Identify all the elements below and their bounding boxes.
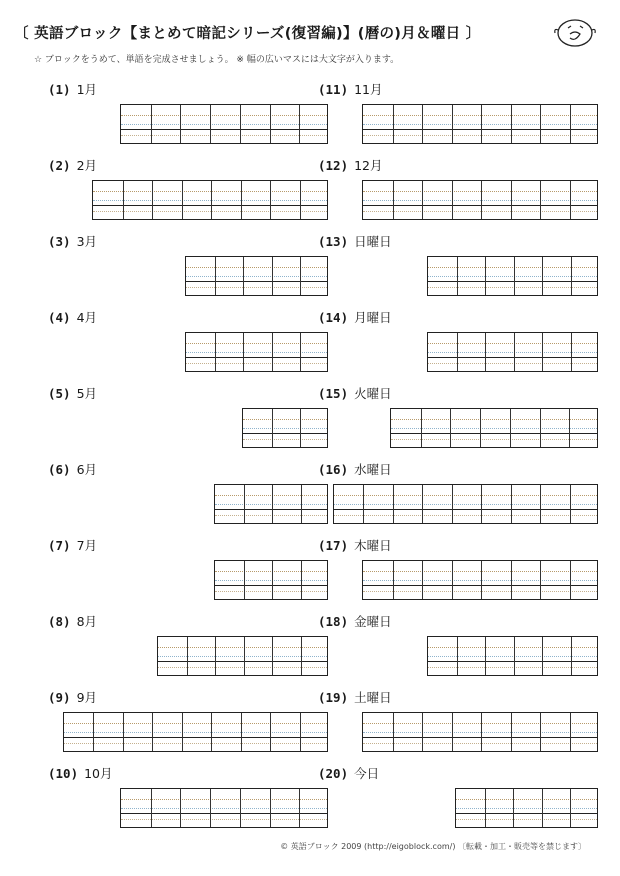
guide-line bbox=[121, 115, 327, 116]
guide-line bbox=[158, 647, 327, 648]
block-divider bbox=[570, 485, 571, 523]
block-divider bbox=[243, 257, 244, 295]
exercise-word: 金曜日 bbox=[354, 614, 392, 629]
guide-line bbox=[243, 428, 327, 429]
block-divider bbox=[570, 789, 571, 827]
guide-line bbox=[93, 211, 327, 212]
block-divider bbox=[480, 409, 481, 447]
instruction-text: ☆ ブロックをうめて、単語を完成させましょう。 ※ 幅の広いマスには大文字が入ります。 bbox=[34, 55, 400, 65]
exercise-number: (7) bbox=[48, 538, 71, 553]
block-divider bbox=[393, 181, 394, 219]
exercise-label bbox=[48, 384, 97, 402]
guide-line bbox=[428, 352, 597, 353]
worksheet-header bbox=[14, 22, 534, 46]
guide-line bbox=[93, 191, 327, 192]
guide-line bbox=[334, 515, 597, 516]
block-divider bbox=[481, 181, 482, 219]
guide-line bbox=[121, 135, 327, 136]
guide-line bbox=[428, 287, 597, 288]
exercise-item bbox=[318, 536, 598, 602]
block-divider bbox=[485, 789, 486, 827]
exercise-number: (4) bbox=[48, 310, 71, 325]
mascot-icon bbox=[553, 16, 597, 50]
guide-line bbox=[215, 591, 327, 592]
guide-line bbox=[363, 135, 597, 136]
block-divider bbox=[481, 561, 482, 599]
exercise-item bbox=[48, 80, 328, 146]
exercise-word: 土曜日 bbox=[354, 690, 392, 705]
block-divider bbox=[393, 713, 394, 751]
guide-line bbox=[428, 363, 597, 364]
block-divider bbox=[422, 485, 423, 523]
block-divider bbox=[514, 333, 515, 371]
answer-blocks[interactable] bbox=[362, 104, 598, 144]
exercise-item bbox=[48, 536, 328, 602]
guide-line bbox=[456, 808, 597, 809]
exercise-label bbox=[318, 764, 379, 782]
block-divider bbox=[542, 637, 543, 675]
block-divider bbox=[270, 789, 271, 827]
exercise-item bbox=[318, 384, 598, 450]
guide-line bbox=[121, 819, 327, 820]
guide-line bbox=[186, 343, 327, 344]
block-divider bbox=[570, 561, 571, 599]
guide-line bbox=[121, 799, 327, 800]
answer-blocks[interactable] bbox=[242, 408, 328, 448]
exercise-label bbox=[48, 308, 97, 326]
block-divider bbox=[542, 333, 543, 371]
block-divider bbox=[240, 789, 241, 827]
block-divider bbox=[240, 105, 241, 143]
exercise-number: (1) bbox=[48, 82, 71, 97]
exercise-word: 1月 bbox=[76, 82, 98, 97]
guide-line bbox=[363, 191, 597, 192]
guide-line bbox=[64, 732, 327, 733]
exercise-number: (9) bbox=[48, 690, 71, 705]
guide-line bbox=[334, 495, 597, 496]
exercise-label bbox=[318, 688, 392, 706]
guide-line bbox=[363, 571, 597, 572]
exercise-number: (10) bbox=[48, 766, 79, 781]
block-divider bbox=[513, 789, 514, 827]
block-divider bbox=[393, 105, 394, 143]
block-divider bbox=[452, 181, 453, 219]
block-divider bbox=[422, 713, 423, 751]
block-divider bbox=[215, 257, 216, 295]
exercise-label bbox=[318, 156, 383, 174]
guide-line bbox=[215, 580, 327, 581]
guide-line bbox=[363, 129, 597, 130]
answer-blocks[interactable] bbox=[362, 180, 598, 220]
block-divider bbox=[393, 485, 394, 523]
answer-blocks[interactable] bbox=[185, 256, 328, 296]
block-divider bbox=[299, 789, 300, 827]
block-divider bbox=[393, 561, 394, 599]
exercise-number: (18) bbox=[318, 614, 349, 629]
guide-line bbox=[215, 495, 327, 496]
block-divider bbox=[511, 105, 512, 143]
guide-line bbox=[428, 276, 597, 277]
guide-line bbox=[334, 504, 597, 505]
exercise-word: 2月 bbox=[76, 158, 98, 173]
block-divider bbox=[182, 181, 183, 219]
exercise-label bbox=[318, 80, 383, 98]
guide-line bbox=[456, 799, 597, 800]
block-divider bbox=[152, 181, 153, 219]
block-divider bbox=[215, 333, 216, 371]
block-divider bbox=[152, 713, 153, 751]
block-divider bbox=[571, 257, 572, 295]
answer-blocks[interactable] bbox=[455, 788, 598, 828]
block-divider bbox=[301, 561, 302, 599]
answer-blocks[interactable] bbox=[157, 636, 328, 676]
guide-line bbox=[391, 439, 597, 440]
guide-line bbox=[363, 200, 597, 201]
exercise-word: 3月 bbox=[76, 234, 98, 249]
exercise-label bbox=[48, 156, 97, 174]
block-divider bbox=[272, 333, 273, 371]
block-divider bbox=[422, 105, 423, 143]
guide-line bbox=[215, 515, 327, 516]
guide-line bbox=[93, 200, 327, 201]
answer-blocks[interactable] bbox=[427, 636, 598, 676]
exercise-label bbox=[318, 612, 392, 630]
block-divider bbox=[485, 257, 486, 295]
answer-blocks[interactable] bbox=[390, 408, 598, 448]
block-divider bbox=[244, 561, 245, 599]
block-divider bbox=[450, 409, 451, 447]
block-divider bbox=[540, 409, 541, 447]
block-divider bbox=[571, 333, 572, 371]
exercise-number: (2) bbox=[48, 158, 71, 173]
exercise-label bbox=[48, 612, 97, 630]
guide-line bbox=[363, 743, 597, 744]
exercise-number: (8) bbox=[48, 614, 71, 629]
exercise-item bbox=[48, 232, 328, 298]
guide-line bbox=[363, 591, 597, 592]
exercise-word: 5月 bbox=[76, 386, 98, 401]
guide-line bbox=[215, 571, 327, 572]
guide-line bbox=[186, 287, 327, 288]
block-divider bbox=[421, 409, 422, 447]
guide-line bbox=[64, 723, 327, 724]
block-divider bbox=[422, 181, 423, 219]
block-divider bbox=[272, 561, 273, 599]
block-divider bbox=[511, 181, 512, 219]
guide-line bbox=[186, 357, 327, 358]
exercise-number: (20) bbox=[318, 766, 349, 781]
block-divider bbox=[244, 485, 245, 523]
exercise-item bbox=[48, 612, 328, 678]
block-divider bbox=[299, 105, 300, 143]
exercise-number: (3) bbox=[48, 234, 71, 249]
block-divider bbox=[481, 105, 482, 143]
block-divider bbox=[151, 789, 152, 827]
guide-line bbox=[363, 737, 597, 738]
guide-line bbox=[391, 428, 597, 429]
block-divider bbox=[511, 485, 512, 523]
exercise-number: (15) bbox=[318, 386, 349, 401]
exercise-word: 12月 bbox=[354, 158, 383, 173]
exercise-item bbox=[48, 384, 328, 450]
block-divider bbox=[180, 105, 181, 143]
exercise-word: 火曜日 bbox=[354, 386, 392, 401]
guide-line bbox=[215, 504, 327, 505]
guide-line bbox=[428, 656, 597, 657]
block-divider bbox=[510, 409, 511, 447]
block-divider bbox=[514, 257, 515, 295]
exercise-word: 木曜日 bbox=[354, 538, 392, 553]
guide-line bbox=[186, 276, 327, 277]
guide-line bbox=[334, 509, 597, 510]
exercise-item bbox=[48, 688, 328, 754]
exercise-word: 日曜日 bbox=[354, 234, 392, 249]
block-divider bbox=[182, 713, 183, 751]
block-divider bbox=[241, 713, 242, 751]
block-divider bbox=[511, 561, 512, 599]
exercise-label bbox=[48, 460, 97, 478]
exercise-number: (5) bbox=[48, 386, 71, 401]
exercise-word: 月曜日 bbox=[354, 310, 392, 325]
block-divider bbox=[215, 637, 216, 675]
block-divider bbox=[270, 181, 271, 219]
exercise-item bbox=[318, 308, 598, 374]
exercise-number: (11) bbox=[318, 82, 349, 97]
block-divider bbox=[422, 561, 423, 599]
block-divider bbox=[540, 485, 541, 523]
exercise-label bbox=[318, 460, 392, 478]
block-divider bbox=[452, 105, 453, 143]
answer-blocks[interactable] bbox=[185, 332, 328, 372]
guide-line bbox=[428, 267, 597, 268]
block-divider bbox=[569, 409, 570, 447]
guide-line bbox=[456, 819, 597, 820]
exercise-item bbox=[48, 308, 328, 374]
answer-blocks[interactable] bbox=[333, 484, 598, 524]
exercise-label bbox=[318, 232, 392, 250]
exercise-word: 8月 bbox=[76, 614, 98, 629]
exercise-number: (17) bbox=[318, 538, 349, 553]
exercise-label bbox=[48, 764, 113, 782]
guide-line bbox=[428, 343, 597, 344]
block-divider bbox=[272, 485, 273, 523]
block-divider bbox=[151, 105, 152, 143]
guide-line bbox=[456, 813, 597, 814]
exercise-item bbox=[48, 156, 328, 222]
block-divider bbox=[485, 333, 486, 371]
block-divider bbox=[300, 181, 301, 219]
block-divider bbox=[570, 713, 571, 751]
block-divider bbox=[452, 713, 453, 751]
answer-blocks[interactable] bbox=[427, 332, 598, 372]
exercise-label bbox=[48, 80, 97, 98]
block-divider bbox=[481, 713, 482, 751]
exercise-label bbox=[48, 536, 97, 554]
block-divider bbox=[300, 257, 301, 295]
exercise-item bbox=[318, 764, 598, 830]
block-divider bbox=[540, 561, 541, 599]
guide-line bbox=[186, 363, 327, 364]
worksheet-title: 〔 英語ブロック【まとめて暗記シリーズ(復習編)】(暦の)月＆曜日 〕 bbox=[14, 26, 481, 42]
guide-line bbox=[243, 439, 327, 440]
exercise-word: 水曜日 bbox=[354, 462, 392, 477]
exercise-number: (19) bbox=[318, 690, 349, 705]
guide-line bbox=[158, 667, 327, 668]
exercise-word: 今日 bbox=[354, 766, 380, 781]
answer-blocks[interactable] bbox=[120, 104, 328, 144]
block-divider bbox=[300, 333, 301, 371]
guide-line bbox=[363, 723, 597, 724]
block-divider bbox=[542, 257, 543, 295]
block-divider bbox=[452, 561, 453, 599]
guide-line bbox=[243, 433, 327, 434]
exercise-word: 4月 bbox=[76, 310, 98, 325]
guide-line bbox=[186, 352, 327, 353]
exercise-item bbox=[318, 612, 598, 678]
guide-line bbox=[428, 281, 597, 282]
block-divider bbox=[540, 713, 541, 751]
exercise-number: (13) bbox=[318, 234, 349, 249]
exercise-item bbox=[318, 688, 598, 754]
guide-line bbox=[121, 129, 327, 130]
guide-line bbox=[363, 205, 597, 206]
guide-line bbox=[215, 509, 327, 510]
block-divider bbox=[570, 181, 571, 219]
exercise-word: 9月 bbox=[76, 690, 98, 705]
guide-line bbox=[186, 281, 327, 282]
block-divider bbox=[210, 105, 211, 143]
block-divider bbox=[300, 409, 301, 447]
guide-line bbox=[186, 267, 327, 268]
block-divider bbox=[457, 637, 458, 675]
block-divider bbox=[301, 637, 302, 675]
answer-blocks[interactable] bbox=[427, 256, 598, 296]
exercise-number: (14) bbox=[318, 310, 349, 325]
exercise-number: (16) bbox=[318, 462, 349, 477]
block-divider bbox=[272, 409, 273, 447]
guide-line bbox=[243, 419, 327, 420]
guide-line bbox=[363, 585, 597, 586]
block-divider bbox=[272, 257, 273, 295]
guide-line bbox=[391, 419, 597, 420]
block-divider bbox=[485, 637, 486, 675]
guide-line bbox=[215, 585, 327, 586]
exercise-label bbox=[318, 384, 392, 402]
answer-blocks[interactable] bbox=[120, 788, 328, 828]
exercise-item bbox=[48, 460, 328, 526]
guide-line bbox=[363, 732, 597, 733]
guide-line bbox=[363, 124, 597, 125]
guide-line bbox=[93, 205, 327, 206]
guide-line bbox=[121, 813, 327, 814]
exercise-word: 7月 bbox=[76, 538, 98, 553]
guide-line bbox=[428, 667, 597, 668]
guide-line bbox=[64, 737, 327, 738]
guide-line bbox=[64, 743, 327, 744]
block-divider bbox=[481, 485, 482, 523]
block-divider bbox=[511, 713, 512, 751]
exercise-item bbox=[318, 156, 598, 222]
block-divider bbox=[93, 713, 94, 751]
exercise-item bbox=[318, 232, 598, 298]
block-divider bbox=[457, 333, 458, 371]
block-divider bbox=[241, 181, 242, 219]
block-divider bbox=[514, 637, 515, 675]
exercise-word: 6月 bbox=[76, 462, 98, 477]
answer-blocks[interactable] bbox=[92, 180, 328, 220]
block-divider bbox=[210, 789, 211, 827]
guide-line bbox=[363, 580, 597, 581]
exercise-item bbox=[318, 80, 598, 146]
block-divider bbox=[452, 485, 453, 523]
footer-copyright: © 英語ブロック 2009 (http://eigoblock.com/) 〔転載・加工・販売等を禁じます〕 bbox=[280, 842, 586, 851]
block-divider bbox=[571, 637, 572, 675]
answer-blocks[interactable] bbox=[362, 712, 598, 752]
block-divider bbox=[301, 485, 302, 523]
answer-blocks[interactable] bbox=[214, 484, 328, 524]
exercise-word: 10月 bbox=[84, 766, 113, 781]
block-divider bbox=[180, 789, 181, 827]
block-divider bbox=[570, 105, 571, 143]
guide-line bbox=[121, 124, 327, 125]
exercise-item bbox=[48, 764, 328, 830]
block-divider bbox=[270, 713, 271, 751]
block-divider bbox=[300, 713, 301, 751]
answer-blocks[interactable] bbox=[214, 560, 328, 600]
guide-line bbox=[158, 661, 327, 662]
answer-blocks[interactable] bbox=[63, 712, 328, 752]
guide-line bbox=[363, 115, 597, 116]
block-divider bbox=[187, 637, 188, 675]
guide-line bbox=[391, 433, 597, 434]
exercise-word: 11月 bbox=[354, 82, 383, 97]
exercise-number: (12) bbox=[318, 158, 349, 173]
block-divider bbox=[244, 637, 245, 675]
answer-blocks[interactable] bbox=[362, 560, 598, 600]
guide-line bbox=[428, 661, 597, 662]
block-divider bbox=[542, 789, 543, 827]
exercise-label bbox=[48, 688, 97, 706]
block-divider bbox=[123, 181, 124, 219]
block-divider bbox=[211, 181, 212, 219]
guide-line bbox=[363, 211, 597, 212]
exercise-label bbox=[318, 308, 392, 326]
guide-line bbox=[158, 656, 327, 657]
block-divider bbox=[123, 713, 124, 751]
block-divider bbox=[540, 181, 541, 219]
block-divider bbox=[540, 105, 541, 143]
block-divider bbox=[363, 485, 364, 523]
block-divider bbox=[211, 713, 212, 751]
block-divider bbox=[270, 105, 271, 143]
exercise-label bbox=[318, 536, 392, 554]
block-divider bbox=[457, 257, 458, 295]
exercise-item bbox=[318, 460, 598, 526]
exercise-number: (6) bbox=[48, 462, 71, 477]
block-divider bbox=[243, 333, 244, 371]
guide-line bbox=[428, 357, 597, 358]
guide-line bbox=[121, 808, 327, 809]
guide-line bbox=[428, 647, 597, 648]
exercise-label bbox=[48, 232, 97, 250]
block-divider bbox=[272, 637, 273, 675]
